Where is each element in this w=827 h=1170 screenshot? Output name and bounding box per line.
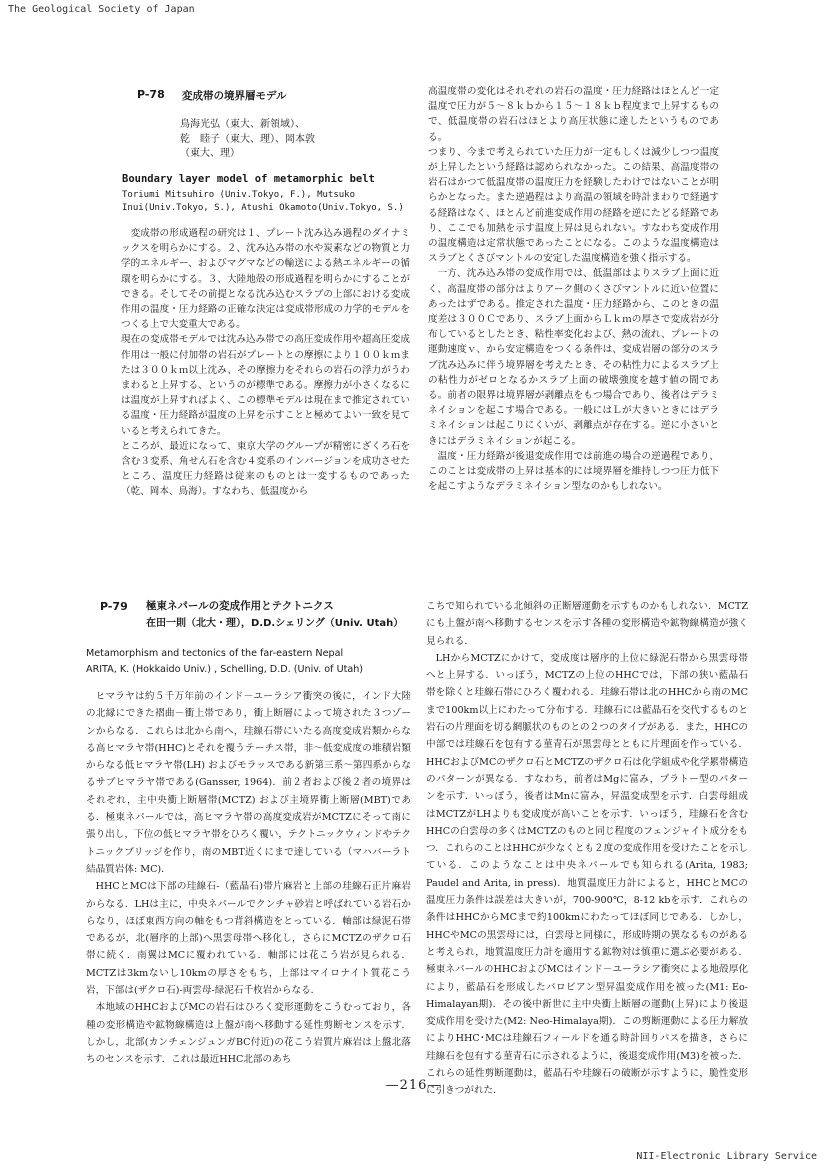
authors-ja-p79: 在田一則（北大・理），D.D.シェリング（Univ. Utah） [146, 618, 404, 629]
paragraph: 変成帯の形成過程の研究は１、プレート沈み込み過程のダイナミックスを明らかにする。２、沈み込み帯の水や炭素などの物質と力学的エネルギー、およびマグマなどの輸送による熱エネルギーの循環を明らかにする。３、大陸地殻の形成過程を明らかにすることができる。そしてその前提となる沈み込むスラブの上部における変成作用の温度・圧力経路の正確な決定は変成帯形成の力学的モデルをつくる上で大変重大である。 [121, 228, 410, 331]
page-number: —216— [385, 1078, 442, 1093]
author-line: Toriumi Mitsuhiro (Univ.Tokyo, F.), Mutsuko [122, 190, 355, 200]
paragraph: 温度・圧力経路が後退変成作用では前進の場合の逆過程であり、このことは変成帯の上昇は基本的には境界層を維持しつつ圧力低下を起こすようなデラミネイション型なのかもしれない。 [428, 450, 719, 493]
paragraph: ヒマラヤは約５千万年前のインド－ユーラシア衝突の後に，インド大陸の北縁にできた褶曲－衝上帯であり，衝上断層によって境された３つゾーンからなる．これらは北から南へ，珪線石帯にいたる高度変成岩類からなる高ヒマラヤ帯(HHC)とそれを覆うテーチス帯，非～低変成度の堆積岩類からなる低ヒマラヤ帯(LH) およびモラッスである新第三系～第四系からなるサブヒマラヤ帯である(Gansser, 1964)．前２者および後２者の境界はそれぞれ，主中央衝上断層帯(MCTZ) および主境界衝上断層(MBT)である．極東ネパールでは，高ヒマラヤ帯の高度変成岩がMCTZにそって南に張り出し，下位の低ヒマラヤ帯をひろく覆い，テクトニックウィンドやテクトニックブリッジを作り，南のMBT近くにまで達している（マハバーラト結晶質岩体: MC)． [86, 691, 411, 875]
paragraph: 高温度帯の変化はそれぞれの岩石の温度・圧力経路はほとんど一定温度で圧力が５～８ｋｂから１５～１８ｋｂ程度まで上昇するもので、低温度帯の岩石はほとより高圧状態に達したというものである。 [428, 86, 719, 143]
abstract-number-p79: P-79 [100, 600, 128, 613]
abstract-title-en-p78: Boundary layer model of metamorphic belt [122, 173, 375, 185]
abstract-body-right-p78 [428, 84, 719, 494]
abstract-title-en-p79 [86, 646, 363, 678]
paragraph: 一方、沈み込み帯の変成作用では、低温部はよりスラブ上面に近く、高温度帯の部分はよりアーク側のくさびマントルに近い位置にあったはずである。推定された温度・圧力経路から、このときの温度差は３００Ｃであり、スラブ上面からＬｋｍの厚さで変成岩が分布しているとしたとき、粘性率変化および、熱の流れ、プレートの運動速度ｖ、から安定構造をつくる条件は、変成岩層の部分のスラブ沈み込みに伴う境界層を考えたとき、その粘性力によるスラブ上の粘性力がゼロとなるかスラブ上面の破壊強度を越す値の間である。前者の限界は境界層が剥離点をもつ場合であり、後者はデラミネイションを起こす場合である。一般にはＬが大きいときにはデラミネイションは起こりにくいが、剥離点が存在する。逆に小さいときにはデラミネイションが起こる。 [428, 268, 719, 447]
paragraph: LHからMCTZにかけて，変成度は層序的上位に緑泥石帯から黒雲母帯へと上昇する．いっぽう，MCTZの上位のHHCでは，下部の狭い藍晶石帯を除くと珪線石帯にひろく覆われる．珪線石帯は北のHHCから南のMCまで100km以上にわたって分布する．珪線石には藍晶石を交代するものと岩石の片理面を切る網脈状のものとの２つのタイプがある．また，HHCの中部では珪線石を包有する菫青石が黒雲母とともに片理面を作っている．HHCおよびMCのザクロ石とMCTZのザクロ石は化学組成や化学累帯構造のパターンが異なる．すなわち，前者はMgに富み，プラトー型のパターンを示す．いっぽう，後者はMnに富み，昇温変成型を示す．白雲母組成はMCTZがLHよりも変成度が高いことを示す．いっぽう，珪線石を含むHHCの白雲母の多くはMCTZのものと同じ程度のフェンジャイト成分をもつ．これらのことはHHCが少なくとも２度の変成作用を受けたことを示している．このようなことは中央ネパールでも知られる(Arita, 1983; Paudel and Arita, in press)．地質温度圧力計によると，HHCとMCの温度圧力条件は誤差は大きいが，700-900℃，8-12 kbを示す．これらの条件はHHCからMCまで約100kmにわたってほぼ同じである．しかし，HHCやMCの黒雲母には，白雲母と同様に，形成時期の異なるものがあると考えられ，地質温度圧力計を適用する鉱物対は慎重に選ぶ必要がある．極東ネパールのHHCおよびMCはインド－ユーラシア衝突による地殻厚化により，藍晶石を形成したバロビアン型昇温変成作用を被った(M1: Eo-Himalayan期)．その後中新世に主中央衝上断層の運動(上昇)により後退変成作用を受けた(M2: Neo-Himalaya期)．この剪断運動による圧力解放によりHHC･MCは珪線石フィールドを通る時計回りパスを描き，さらに珪線石を包有する菫青石に示されるように，後退変成作用(M3)を被った．これらの延性剪断運動は，藍晶石や珪線石の破断が示すように，脆性変形に引きつがれた． [426, 652, 749, 1097]
abstract-number-p78: P-78 [137, 88, 165, 101]
paragraph: HHCとMCは下部の珪線石-（藍晶石)帯片麻岩と上部の珪線石正片麻岩からなる．LHは主に，中央ネパールでクンチャ砂岩と呼ばれている岩石からなり，ほぼ東西方向の軸をもつ背斜構造をとっている．軸部は緑泥石帯であるが，北(層序的上部)へ黒雲母帯へ移化し，さらにMCTZのザクロ石帯に続く．南翼はMCに覆われている．軸部には花こう岩が見られる．MCTZは3kmないし10kmの厚さをもち，上部はマイロナイト質花こう岩，下部は(ザクロ石)-両雲母-緑泥石千枚岩からなる． [86, 881, 411, 997]
author-line: 鳥海光弘（東大、新領域）、 [180, 119, 305, 130]
title-en-line: Metamorphism and tectonics of the far-eastern Nepal [86, 648, 344, 659]
footer-service: NII-Electronic Library Service [636, 1151, 817, 1162]
author-line: Inui(Univ.Tokyo, S.), Atushi Okamoto(Univ.Tokyo, S.) [122, 203, 404, 213]
authors-en-line: ARITA, K. (Hokkaido Univ.) , Schelling, D.D. (Univ. of Utah) [86, 664, 364, 675]
paragraph: 現在の変成帯モデルでは沈み込み帯での高圧変成作用や超高圧変成作用は一般に付加帯の岩石がプレートとの摩擦により１００ｋｍまたは３００ｋｍ以上沈み、その摩擦力をそれらの岩石の浮力がうわまわると上昇する、というのが標準である。摩擦力が小さくなるには温度が上昇すればよく、この標準モデルは現在まで推定されている温度・圧力経路が温度の上昇を示すことと極めてよい一致を見ていると考えられてきた。 [121, 334, 410, 437]
paragraph: 本地域のHHCおよびMCの岩石はひろく変形運動をこうむっており，各種の変形構造や鉱物線構造は上盤が南へ移動する延性剪断センスを示す．しかし，北部(カンチェンジュンガBC付近)の花こう岩質片麻岩は上盤北落ちのセンスを示す．これは最近HHC北部のあち [86, 1002, 411, 1066]
paragraph: つまり、今まで考えられていた圧力が一定もしくは減少しつつ温度が上昇したという経路は認められなかった。この結果、高温度帯の岩石はかつて低温度帯の温度圧力を経験したわけではないことが明らかとなった。また逆過程はより高温の領域を時計まわりで経過する経路はなく、ほとんど前進変成作用の経路を逆にたどる経路であり、ここでも加熱を示す温度上昇は見られない。すなわち変成作用の温度構造は定常状態であったことになる。このような温度構造はスラブとくさびマントルの安定した温度構造を強く指示する。 [428, 146, 719, 265]
authors-en-p78 [122, 189, 404, 215]
abstract-title-ja-p78: 変成帯の境界層モデル [182, 90, 287, 102]
paragraph: ところが、最近になって、東京大学のグループが精密にざくろ石を含む３変系、角せん石を含む４変系のインバージョンを成功させたところ、温度圧力経路は従来のものとは一変するものであった（乾、岡本、鳥海）。すなわち、低温度から [121, 440, 410, 498]
authors-ja-p78 [180, 118, 315, 162]
author-line: 乾 睦子（東大、理）、岡本敦 [180, 133, 315, 145]
paragraph: こちで知られている北傾斜の正断層運動を示すものかもしれない．MCTZにも上盤が南へ移動するセンスを示す各種の変形構造や鉱物線構造が強く見られる． [426, 601, 748, 647]
abstract-body-left-p78 [121, 226, 410, 500]
abstract-body-left-p79 [86, 688, 411, 1069]
author-line: （東大、理） [180, 148, 240, 159]
abstract-title-ja-p79: 極東ネパールの変成作用とテクトニクス [146, 600, 334, 612]
abstract-body-right-p79 [426, 598, 748, 1100]
running-header: The Geological Society of Japan [8, 4, 195, 15]
